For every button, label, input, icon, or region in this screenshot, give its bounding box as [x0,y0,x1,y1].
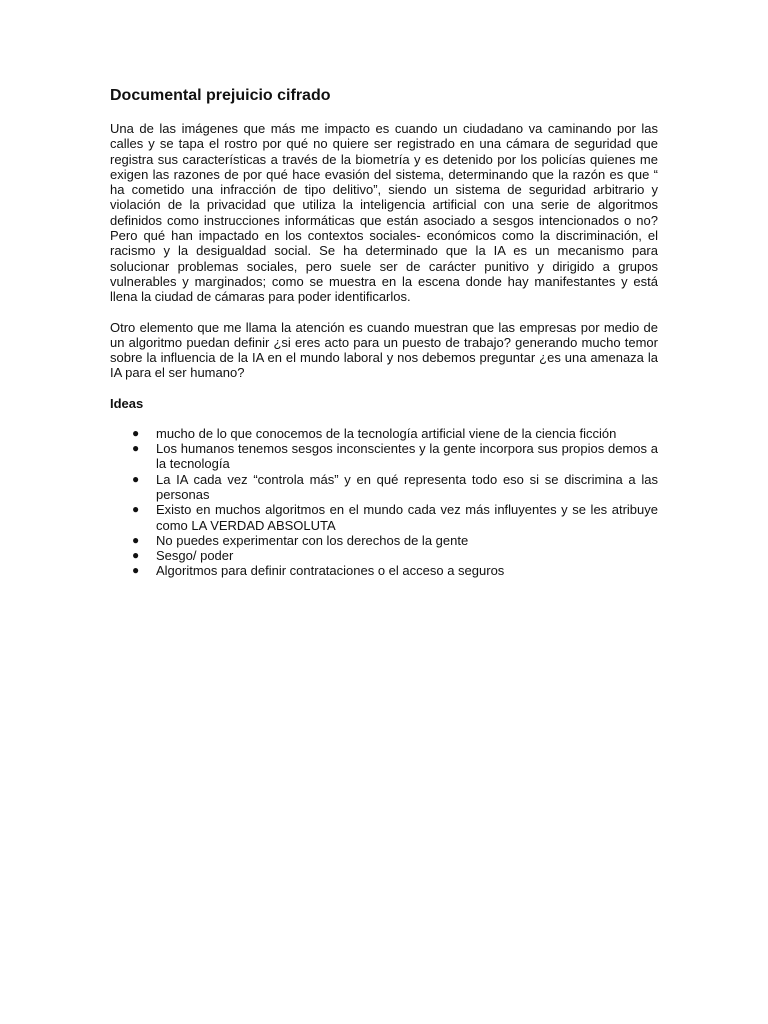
list-item [110,502,658,533]
bullet-icon: ● [132,471,140,486]
bullet-icon: ● [132,532,140,547]
idea-text: Sesgo/ poder [156,548,234,564]
idea-text: mucho de lo que conocemos de la tecnología artificial viene de la ciencia ficción [156,425,617,441]
list-item [110,548,658,563]
idea-text: No puedes experimentar con los derechos de la gente [156,532,469,548]
bullet-icon: ● [132,441,140,456]
idea-text: Algoritmos para definir contrataciones o el acceso a seguros [156,563,505,579]
list-item [110,441,658,472]
bullet-icon: ● [132,548,140,563]
list-item [110,426,658,441]
paragraph-1: Una de las imágenes que más me impacto es cuando un ciudadano va caminando por las calles y se tapa el rostro por qué no quiere ser registrado en una cámara de seguridad que registra sus características a través de la biometría y es detenido por los policías quienes me exigen las razones de por qué hace evasión del sistema, determinando que la razón es que “ ha cometido una infracción de tipo delitivo”, siendo un sistema de seguridad arbitrario y violación de la privacidad que utiliza la inteligencia artificial con una serie de algoritmos definidos como instrucciones informáticas que están asociado a sesgos intencionados o no? Pero qué han impactado en los contextos sociales- económicos como la discriminación, el racismo y la desigualdad social. Se ha determinado que la IA es un mecanismo para solucionar problemas sociales, pero suele ser de carácter punitivo y dirigido a grupos vulnerables y marginados; como se muestra en la escena donde hay manifestantes y está llena la ciudad de cámaras para poder identificarlos. [110,121,658,305]
bullet-icon: ● [132,425,140,440]
paragraph-2: Otro elemento que me llama la atención es cuando muestran que las empresas por medio de un algoritmo puedan definir ¿si eres acto para un puesto de trabajo? generando mucho temor sobre la influencia de la IA en el mundo laboral y nos debemos preguntar ¿es una amenaza la IA para el ser humano? [110,319,658,381]
list-item [110,472,658,503]
list-item [110,533,658,548]
ideas-list [110,426,658,579]
list-item [110,563,658,578]
document-page [110,86,658,579]
bullet-icon: ● [132,502,140,517]
bullet-icon: ● [132,563,140,578]
idea-text: Los humanos tenemos sesgos inconscientes y la gente incorpora sus propios demos a la tecnología [156,441,658,472]
idea-text: Existo en muchos algoritmos en el mundo cada vez más influyentes y se les atribuye como LA VERDAD ABSOLUTA [156,502,658,533]
ideas-heading: Ideas [110,395,144,411]
idea-text: La IA cada vez “controla más” y en qué representa todo eso si se discrimina a las personas [156,471,658,502]
document-title: Documental prejuicio cifrado [110,87,331,104]
